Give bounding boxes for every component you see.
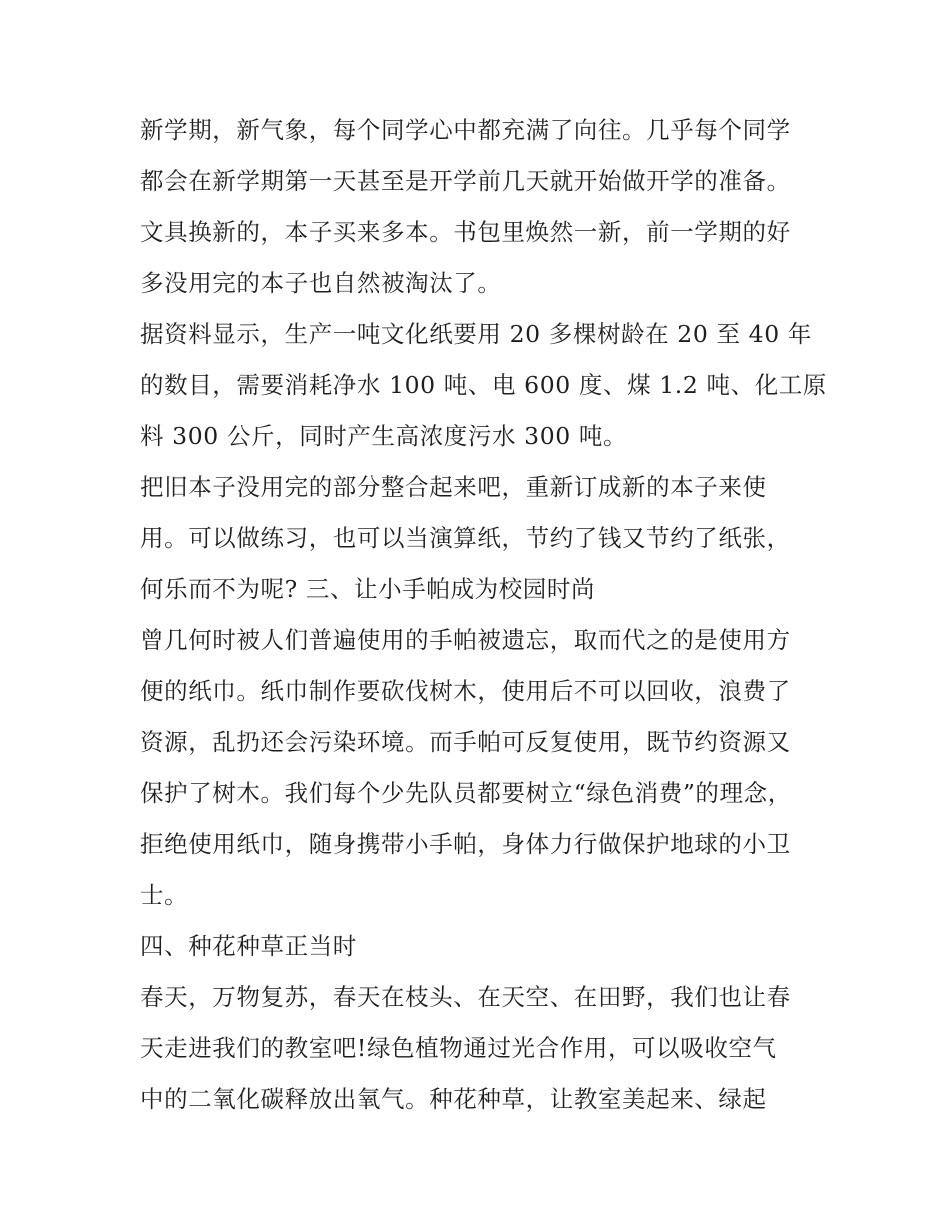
text-line-17: 四、种花种草正当时 xyxy=(140,932,357,960)
text-line-16: 士。 xyxy=(140,881,189,909)
text-line-7: 料 300 公斤，同时产生高浓度污水 300 吨。 xyxy=(140,422,628,450)
text-line-10: 何乐而不为呢? 三、让小手帕成为校园时尚 xyxy=(140,575,596,603)
text-line-9: 用。可以做练习，也可以当演算纸，节约了钱又节约了纸张， xyxy=(140,524,791,552)
text-line-3: 文具换新的，本子买来多本。书包里焕然一新，前一学期的好 xyxy=(140,218,791,246)
text-line-11: 曾几何时被人们普遍使用的手帕被遗忘，取而代之的是使用方 xyxy=(140,626,791,654)
text-line-18: 春天，万物复苏，春天在枝头、在天空、在田野，我们也让春 xyxy=(140,983,791,1011)
text-line-1: 新学期，新气象，每个同学心中都充满了向往。几乎每个同学 xyxy=(140,116,791,144)
text-line-15: 拒绝使用纸巾，随身携带小手帕，身体力行做保护地球的小卫 xyxy=(140,830,791,858)
text-line-4: 多没用完的本子也自然被淘汰了。 xyxy=(140,269,502,297)
text-line-19: 天走进我们的教室吧!绿色植物通过光合作用，可以吸收空气 xyxy=(140,1034,777,1062)
text-line-13: 资源，乱扔还会污染环境。而手帕可反复使用，既节约资源又 xyxy=(140,728,791,756)
text-line-20: 中的二氧化碳释放出氧气。种花种草，让教室美起来、绿起 xyxy=(140,1085,767,1113)
text-line-2: 都会在新学期第一天甚至是开学前几天就开始做开学的准备。 xyxy=(140,167,791,195)
text-line-12: 便的纸巾。纸巾制作要砍伐树木，使用后不可以回收，浪费了 xyxy=(140,677,791,705)
text-line-6: 的数目，需要消耗净水 100 吨、电 600 度、煤 1.2 吨、化工原 xyxy=(140,371,828,399)
text-line-8: 把旧本子没用完的部分整合起来吧，重新订成新的本子来使 xyxy=(140,473,767,501)
text-line-5: 据资料显示，生产一吨文化纸要用 20 多棵树龄在 20 至 40 年 xyxy=(140,320,812,348)
document-body xyxy=(140,105,828,1125)
text-line-14: 保护了树木。我们每个少先队员都要树立“绿色消费”的理念， xyxy=(140,779,792,807)
